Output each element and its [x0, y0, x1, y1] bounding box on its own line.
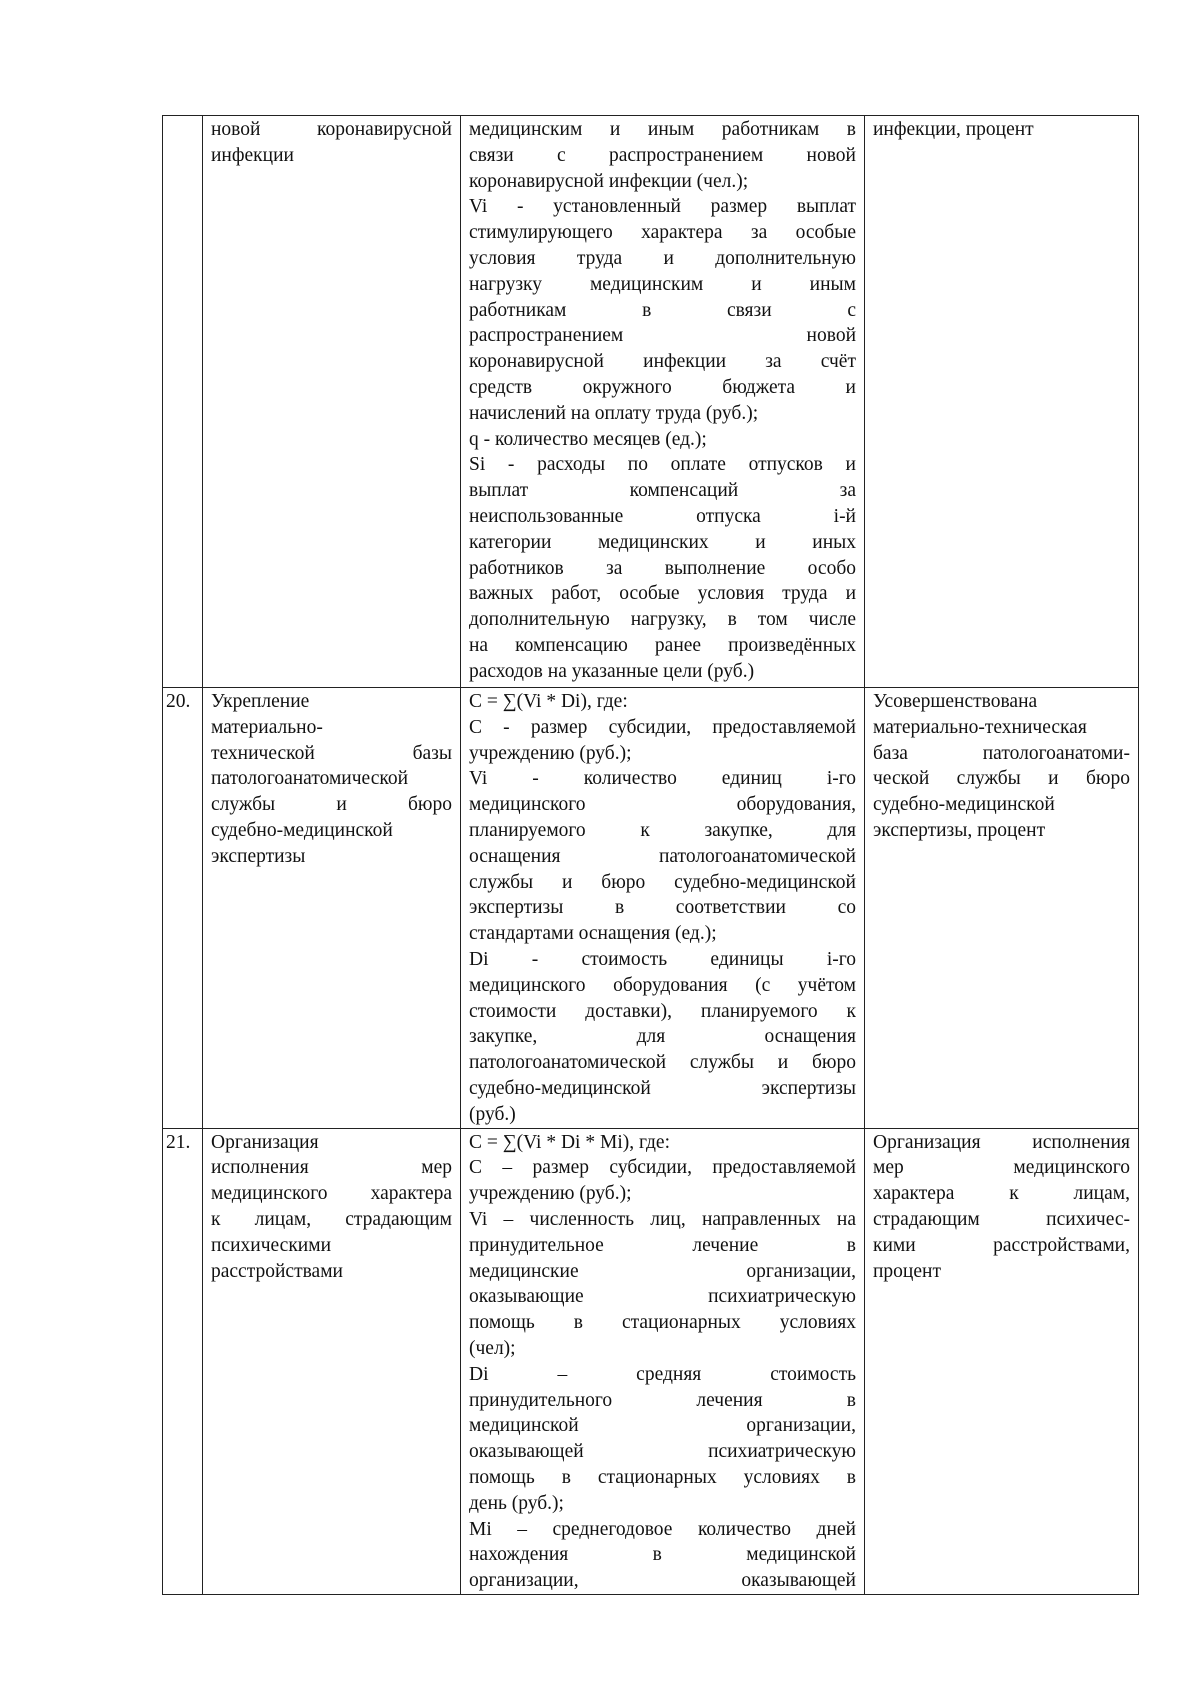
formula-line: расходов на указанные цели (руб.): [469, 660, 755, 682]
formula-line: условия труда и дополнительную: [469, 247, 856, 269]
formula-line: Vi - установленный размер выплат: [469, 196, 856, 218]
measure-name-line: судебно-медицинской: [211, 819, 393, 841]
formula-line: стоимости доставки), планируемого к: [469, 1000, 856, 1022]
formula-line: связи с распространением новой: [469, 144, 856, 166]
formula-line: помощь в стационарных условиях в: [469, 1466, 856, 1488]
measure-name-line: технической базы: [211, 742, 452, 764]
formula-line: стимулирующего характера за особые: [469, 222, 856, 244]
measure-name-line: инфекции: [211, 144, 294, 166]
result-line: Усовершенствована: [873, 691, 1038, 712]
formula-line: C = ∑(Vi * Di * Mi), где:: [469, 1131, 670, 1153]
formula-line: C = ∑(Vi * Di), где:: [469, 691, 628, 712]
measure-name-line: исполнения мер: [211, 1157, 452, 1179]
measure-name-line: психическими: [211, 1234, 331, 1256]
result-line: мер медицинского: [873, 1157, 1130, 1179]
measure-name-line: экспертизы: [211, 845, 306, 867]
formula-line: учреждению (руб.);: [469, 1183, 632, 1205]
measure-name-cell: [203, 116, 461, 688]
formula-line: дополнительную нагрузку, в том числе: [469, 609, 856, 631]
formula-line: Vi - количество единиц i-го: [469, 768, 856, 790]
formula-line: важных работ, особые условия труда и: [469, 583, 856, 605]
formula-line: начислений на оплату труда (руб.);: [469, 402, 759, 424]
formula-line: медицинского оборудования (с учётом: [469, 974, 856, 996]
table-row: [163, 1128, 1139, 1594]
formula-line: C - размер субсидии, предоставляемой: [469, 716, 856, 738]
formula-line: организации, оказывающей: [469, 1570, 856, 1592]
measure-name-line: службы и бюро: [211, 794, 452, 816]
formula-cell: [461, 116, 865, 688]
formula-line: неиспользованные отпуска i-й: [469, 505, 856, 527]
formula-line: медицинского оборудования,: [469, 794, 856, 816]
formula-line: учреждению (руб.);: [469, 742, 632, 764]
formula-line: оказывающие психиатрическую: [469, 1286, 856, 1308]
row-number: 20.: [166, 691, 191, 712]
formula-line: выплат компенсаций за: [469, 480, 856, 502]
formula-line: стандартами оснащения (ед.);: [469, 923, 717, 945]
result-line: ческой службы и бюро: [873, 768, 1130, 790]
formula-line: на компенсацию ранее произведённых: [469, 634, 856, 656]
formula-line: Si - расходы по оплате отпусков и: [469, 454, 856, 476]
formula-line: средств окружного бюджета и: [469, 376, 856, 398]
formula-line: помощь в стационарных условиях: [469, 1312, 856, 1334]
formula-line: Di – средняя стоимость: [469, 1363, 856, 1385]
row-number-cell: [163, 688, 203, 1129]
formula-line: планируемого к закупке, для: [469, 819, 856, 841]
measure-name-line: материально-: [211, 716, 323, 738]
measure-name-line: расстройствами: [211, 1260, 343, 1282]
formula-line: Vi – численность лиц, направленных на: [469, 1208, 856, 1230]
formula-line: нагрузку медицинским и иным: [469, 273, 856, 295]
result-line: экспертизы, процент: [873, 819, 1046, 841]
measure-name-line: к лицам, страдающим: [211, 1208, 452, 1230]
result-line: судебно-медицинской: [873, 794, 1055, 816]
formula-line: экспертизы в соответствии со: [469, 897, 856, 919]
measures-table: [162, 115, 1139, 1595]
row-number-cell: [163, 1128, 203, 1594]
formula-line: день (руб.);: [469, 1492, 564, 1514]
formula-line: Di - стоимость единицы i-го: [469, 948, 856, 970]
formula-line: судебно-медицинской экспертизы: [469, 1077, 856, 1099]
result-line: кими расстройствами,: [873, 1234, 1130, 1256]
formula-line: коронавирусной инфекции за счёт: [469, 351, 856, 373]
table-row: [163, 116, 1139, 688]
result-line: страдающим психичес-: [873, 1208, 1130, 1230]
result-line: Организация исполнения: [873, 1131, 1130, 1153]
formula-line: закупке, для оснащения: [469, 1026, 856, 1048]
formula-line: распространением новой: [469, 325, 856, 347]
formula-line: принудительное лечение в: [469, 1234, 856, 1256]
formula-line: службы и бюро судебно-медицинской: [469, 871, 856, 893]
measure-name-line: Организация: [211, 1131, 319, 1153]
result-line: процент: [873, 1260, 941, 1282]
measure-name-line: Укрепление: [211, 691, 310, 712]
formula-line: оказывающей психиатрическую: [469, 1441, 856, 1463]
table-row: [163, 688, 1139, 1129]
row-number: 21.: [166, 1131, 191, 1153]
result-cell: [865, 688, 1139, 1129]
formula-line: патологоанатомической службы и бюро: [469, 1052, 856, 1074]
formula-line: категории медицинских и иных: [469, 531, 856, 553]
formula-line: работникам в связи с: [469, 299, 856, 321]
row-number-cell: [163, 116, 203, 688]
result-line: инфекции, процент: [873, 119, 1034, 140]
formula-line: C – размер субсидии, предоставляемой: [469, 1157, 856, 1179]
formula-line: оснащения патологоанатомической: [469, 845, 856, 867]
measure-name-line: новой коронавирусной: [211, 119, 452, 140]
formula-line: Mi – среднегодовое количество дней: [469, 1518, 856, 1540]
result-cell: [865, 1128, 1139, 1594]
formula-line: работников за выполнение особо: [469, 557, 856, 579]
formula-line: медицинской организации,: [469, 1415, 856, 1437]
result-line: база патологоанатоми-: [873, 742, 1130, 764]
result-line: характера к лицам,: [873, 1183, 1130, 1205]
formula-line: принудительного лечения в: [469, 1389, 856, 1411]
measure-name-line: патологоанатомической: [211, 768, 409, 790]
formula-line: коронавирусной инфекции (чел.);: [469, 170, 749, 192]
formula-line: (руб.): [469, 1103, 516, 1125]
formula-cell: [461, 688, 865, 1129]
formula-line: медицинские организации,: [469, 1260, 856, 1282]
measure-name-cell: [203, 688, 461, 1129]
formula-line: q - количество месяцев (ед.);: [469, 428, 707, 450]
measure-name-cell: [203, 1128, 461, 1594]
result-line: материально-техническая: [873, 716, 1087, 738]
measure-name-line: медицинского характера: [211, 1183, 452, 1205]
formula-line: медицинским и иным работникам в: [469, 119, 856, 140]
formula-line: (чел);: [469, 1337, 516, 1359]
formula-line: нахождения в медицинской: [469, 1544, 856, 1566]
result-cell: [865, 116, 1139, 688]
formula-cell: [461, 1128, 865, 1594]
